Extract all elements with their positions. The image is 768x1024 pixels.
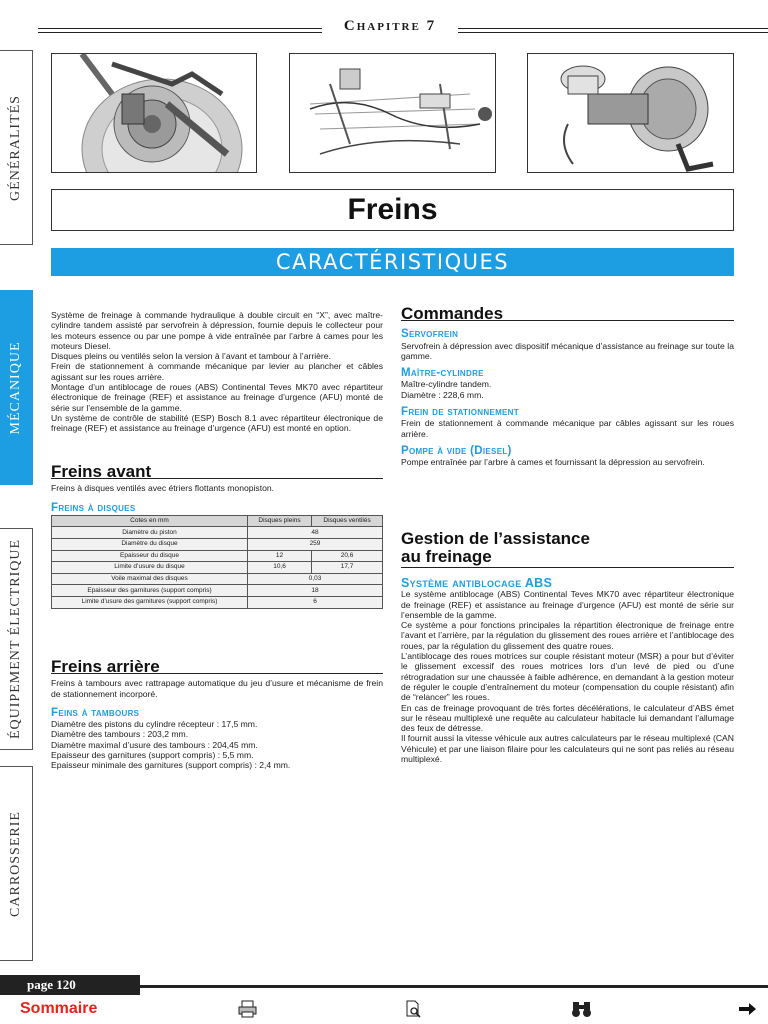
sub-heading: Feins à tambours [51,706,140,719]
section-text: Le système antiblocage (ABS) Continental Teves MK70 avec répartiteur électronique de freinage (REF) et assistance au freinage d’urgence (AFU) est monté de série sur l’ensemble de la gamme. [401,589,734,620]
table-header-row [52,515,383,527]
spec-line: Diamètre maximal d’usure des tambours : 204,45 mm. [51,739,258,750]
table-cell: Diamètre du disque [52,539,248,551]
section-text: En cas de freinage provoquant de très fortes décélérations, le calculateur d’ABS émet sur le réseau multiplexé une requête au calculateur habitacle lui demandant l’allumage des feux de détresse. [401,702,734,734]
table-row [52,573,383,585]
banner-label: CARACTÉRISTIQUES [275,250,510,274]
table-cell: Epaisseur des garnitures (support compris) [52,585,248,597]
section-text: Freins à disques ventilés avec étriers flottants monopiston. [51,483,275,494]
section-banner [51,248,734,276]
spec-line: Diamètre des pistons du cylindre récepteur : 17,5 mm. [51,719,258,730]
tab-label: ÉQUIPEMENT ÉLECTRIQUE [8,539,23,739]
tab-label: CARROSSERIE [8,810,23,917]
freins-arriere-section [51,657,383,771]
table-row [52,539,383,551]
table-cell: Epaisseur du disque [52,550,248,562]
section-heading [401,530,734,568]
chapter-title: Chapitre 7 [322,18,458,35]
sub-heading: Maître-cylindre [401,367,484,380]
table-row [52,562,383,574]
sub-heading: Freins à disques [51,501,136,514]
table-row [52,585,383,597]
disc-specs-table [51,515,383,609]
section-text: L’antiblocage des roues motrices sur couple résistant moteur (MSR) a pour but d’éviter le glissement excessif des roues motrices lors d’un levé de pied ou d’une rétrogradation sur une chaussée à faible adhérence, en demandant à la gestion moteur de réguler le couple d’entraînement du moteur (compensation du couple résistant) afin de “relancer” les roues. [401,651,734,703]
sub-heading: Frein de stationnement [401,406,519,419]
table-cell: Limite d’usure des garnitures (support compris) [52,597,248,609]
table-cell: 17,7 [312,562,383,574]
tab-equipement-electrique[interactable] [0,528,33,750]
section-text: Pompe entraînée par l’arbre à cames et fournissant la dépression au servofrein. [401,457,705,468]
sommaire-link[interactable]: Sommaire [20,1000,98,1017]
page-number: page 120 [0,975,140,995]
next-arrow-icon[interactable] [738,1000,758,1018]
table-header: Disques ventilés [312,515,383,527]
table-cell: 0,03 [248,573,383,585]
table-header: Disques pleins [248,515,312,527]
heading-line: Gestion de l’assistance [401,529,590,548]
table-row [52,527,383,539]
intro-paragraph: Montage d’un antiblocage de roues (ABS) Continental Teves MK70 avec répartiteur électronique de freinage (REF) et assistance au freinage d’urgence (AFU) monté de série sur l’ensemble de la gamme. [51,382,383,413]
sub-heading: Système antiblocage ABS [401,576,553,590]
spec-line: Epaisseur des garnitures (support compris) : 5,5 mm. [51,750,254,761]
tab-mecanique[interactable] [0,290,33,485]
table-cell: 259 [248,539,383,551]
tab-generalites[interactable] [0,50,33,245]
table-cell: 48 [248,527,383,539]
table-cell: Diamètre du piston [52,527,248,539]
section-text: Maître-cylindre tandem. Diamètre : 228,6 mm. [401,379,492,400]
section-text: Frein de stationnement à commande mécanique par câbles agissant sur les roues arrière. [401,418,734,439]
gestion-section [401,530,734,764]
section-text: Ce système a pour fonctions principales la répartition électronique de freinage entre l’avant et l’arrière, par la régulation du glissement des roues arrière et l’antiblocage des roues, par la régulation du glissement des quatre roues. [401,620,734,651]
tab-carrosserie[interactable] [0,766,33,961]
table-cell: Voile maximal des disques [52,573,248,585]
table-header: Cotes en mm [52,515,248,527]
search-document-icon[interactable] [404,1000,424,1018]
image-master-cylinder-servo [527,53,734,173]
page-title: Freins [347,193,438,226]
binoculars-icon[interactable] [571,1000,591,1018]
table-cell: 6 [248,597,383,609]
image-front-brake-assembly [51,53,257,173]
sub-heading: Pompe à vide (Diesel) [401,444,512,457]
section-heading: Freins arrière [51,662,383,674]
section-text: Il fournit aussi la vitesse véhicule aux autres calculateurs par le réseau multiplexé (CAN Véhicule) et par une liaison filaire pour les calculateurs qui ne sont pas reliés au réseau multiplexé. [401,733,734,765]
intro-paragraph: Disques pleins ou ventilés selon la version à l’avant et tambour à l’arrière. [51,351,331,362]
tab-label: GÉNÉRALITÉS [8,94,23,201]
table-cell: 12 [248,550,312,562]
section-heading: Freins avant [51,467,383,479]
table-row [52,550,383,562]
spec-line: Epaisseur minimale des garnitures (support compris) : 2,4 mm. [51,760,291,771]
spec-line: Diamètre des tambours : 203,2 mm. [51,729,189,740]
section-heading: Commandes [401,309,734,321]
intro-paragraph: Système de freinage à commande hydraulique à double circuit en “X”, avec maître-cylindre tandem assisté par servofrein à dépression, fournie depuis le collecteur pour les moteurs essence ou par une pompe à vide entraînée par l’arbre à cames pour les moteurs Diesel. [51,310,383,351]
commandes-section [401,304,734,468]
table-cell: 20,6 [312,550,383,562]
left-column [51,310,383,434]
section-text: Servofrein à dépression avec dispositif mécanique d’assistance au freinage sur toute la gamme. [401,340,734,361]
print-icon[interactable] [238,1000,258,1018]
table-cell: 18 [248,585,383,597]
table-cell: Limite d’usure du disque [52,562,248,574]
title-box [51,189,734,231]
sub-heading: Servofrein [401,328,459,341]
tab-label: MÉCANIQUE [8,341,23,434]
image-brake-circuit [289,53,496,173]
freins-avant-section [51,462,383,609]
table-cell: 10,6 [248,562,312,574]
section-text: Freins à tambours avec rattrapage automatique du jeu d’usure et mécanisme de frein de stationnement incorporé. [51,678,383,699]
heading-line: au freinage [401,547,492,566]
intro-paragraph: Un système de contrôle de stabilité (ESP) Bosch 8.1 avec répartiteur électronique de freinage (REF) et assistance au freinage d’urgence (AFU) est monté en option. [51,412,383,434]
intro-paragraph: Frein de stationnement à commande mécanique par levier au plancher et câbles agissant sur les roues arrière. [51,361,383,382]
table-row [52,597,383,609]
